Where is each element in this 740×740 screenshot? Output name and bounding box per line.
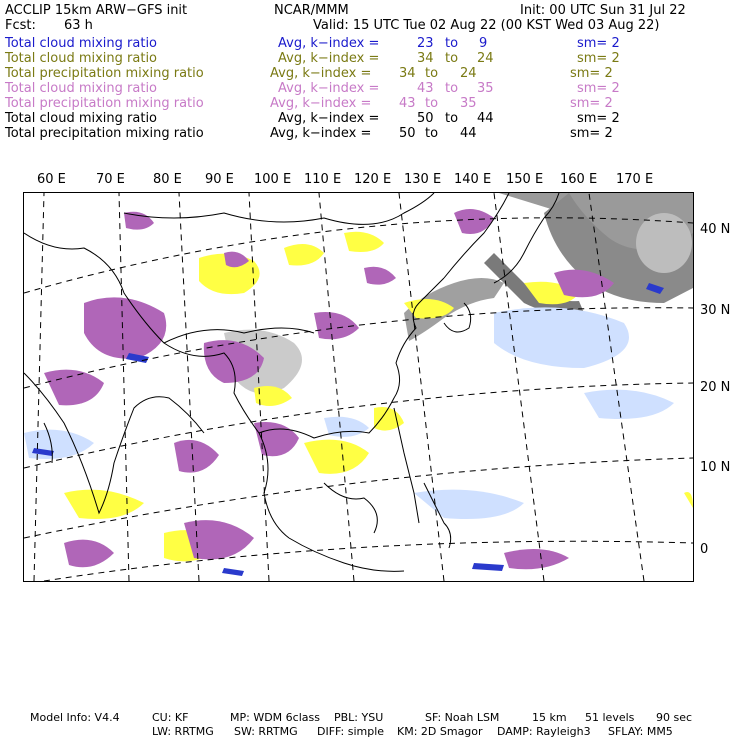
lat-label: 10 N: [700, 460, 731, 475]
center-label: NCAR/MMM: [274, 3, 349, 18]
lon-label: 90 E: [205, 172, 234, 187]
footer-item: SFLAY: MM5: [608, 725, 673, 738]
legend-to: to: [425, 66, 439, 81]
legend-avg: Avg, k−index =: [278, 51, 380, 66]
lat-label: 20 N: [700, 380, 731, 395]
lon-label: 130 E: [404, 172, 442, 187]
lon-label: 140 E: [454, 172, 492, 187]
valid-time: Valid: 15 UTC Tue 02 Aug 22 (00 KST Wed 03 Aug 22): [313, 18, 660, 33]
lat-label: 30 N: [700, 303, 731, 318]
model-title: ACCLIP 15km ARW−GFS init: [5, 3, 188, 18]
legend-sm: sm= 2: [570, 126, 613, 141]
lon-label: 120 E: [354, 172, 392, 187]
legend-to: to: [425, 96, 439, 111]
lon-label: 110 E: [304, 172, 342, 187]
footer-item: SW: RRTMG: [234, 725, 298, 738]
legend-sm: sm= 2: [577, 51, 620, 66]
legend-k2: 44: [477, 111, 494, 126]
legend-avg: Avg, k−index =: [270, 66, 372, 81]
lon-label: 170 E: [616, 172, 654, 187]
lat-label: 40 N: [700, 222, 731, 237]
legend-row: [5, 96, 725, 111]
legend-k1: 34: [399, 66, 416, 81]
legend-k1: 34: [417, 51, 434, 66]
legend-k1: 23: [417, 36, 434, 51]
legend-sm: sm= 2: [570, 96, 613, 111]
legend-avg: Avg, k−index =: [270, 96, 372, 111]
legend-sm: sm= 2: [577, 36, 620, 51]
legend-field: Total cloud mixing ratio: [5, 111, 158, 126]
footer-item: 15 km: [532, 711, 567, 724]
legend-k1: 50: [399, 126, 416, 141]
footer-item: LW: RRTMG: [152, 725, 214, 738]
lon-label: 150 E: [506, 172, 544, 187]
footer-item: 90 sec: [656, 711, 693, 724]
legend-avg: Avg, k−index =: [278, 81, 380, 96]
legend-sm: sm= 2: [570, 66, 613, 81]
legend-avg: Avg, k−index =: [278, 36, 380, 51]
footer-item: MP: WDM 6class: [230, 711, 320, 724]
legend-row: [5, 126, 725, 141]
lat-label: 0: [700, 542, 709, 557]
legend-k2: 24: [477, 51, 494, 66]
footer-item: 51 levels: [585, 711, 635, 724]
forecast-map: [24, 193, 693, 581]
legend-k1: 50: [417, 111, 434, 126]
legend-row: [5, 36, 725, 51]
legend-to: to: [445, 36, 459, 51]
legend-field: Total precipitation mixing ratio: [5, 126, 204, 141]
legend-k2: 24: [460, 66, 477, 81]
lon-label: 70 E: [96, 172, 125, 187]
lon-label: 80 E: [153, 172, 182, 187]
legend-k1: 43: [399, 96, 416, 111]
footer-item: Model Info: V4.4: [30, 711, 120, 724]
legend-field: Total cloud mixing ratio: [5, 36, 158, 51]
footer-item: SF: Noah LSM: [425, 711, 500, 724]
legend-k2: 44: [460, 126, 477, 141]
legend-row: [5, 51, 725, 66]
lon-label: 100 E: [254, 172, 292, 187]
footer-item: CU: KF: [152, 711, 189, 724]
legend-field: Total cloud mixing ratio: [5, 81, 158, 96]
footer-item: DAMP: Rayleigh3: [497, 725, 591, 738]
footer-item: KM: 2D Smagor: [397, 725, 483, 738]
legend-row: [5, 81, 725, 96]
legend-field: Total cloud mixing ratio: [5, 51, 158, 66]
legend-to: to: [445, 81, 459, 96]
legend-to: to: [425, 126, 439, 141]
init-time: Init: 00 UTC Sun 31 Jul 22: [520, 3, 686, 18]
legend-k2: 35: [460, 96, 477, 111]
legend-avg: Avg, k−index =: [278, 111, 380, 126]
cloud-purple-patches: [44, 209, 614, 569]
legend-k1: 43: [417, 81, 434, 96]
legend-sm: sm= 2: [577, 81, 620, 96]
map-panel: [23, 192, 694, 582]
legend-row: [5, 66, 725, 81]
legend-avg: Avg, k−index =: [270, 126, 372, 141]
legend-k2: 9: [479, 36, 488, 51]
legend-to: to: [445, 51, 459, 66]
fcst-label: Fcst:: [5, 18, 36, 33]
footer-item: DIFF: simple: [317, 725, 385, 738]
lon-label: 160 E: [560, 172, 598, 187]
legend-to: to: [445, 111, 459, 126]
legend-row: [5, 111, 725, 126]
legend-sm: sm= 2: [577, 111, 620, 126]
legend-k2: 35: [477, 81, 494, 96]
legend-field: Total precipitation mixing ratio: [5, 96, 204, 111]
footer-item: PBL: YSU: [334, 711, 384, 724]
lon-label: 60 E: [37, 172, 66, 187]
fcst-value: 63 h: [64, 18, 93, 33]
legend-field: Total precipitation mixing ratio: [5, 66, 204, 81]
